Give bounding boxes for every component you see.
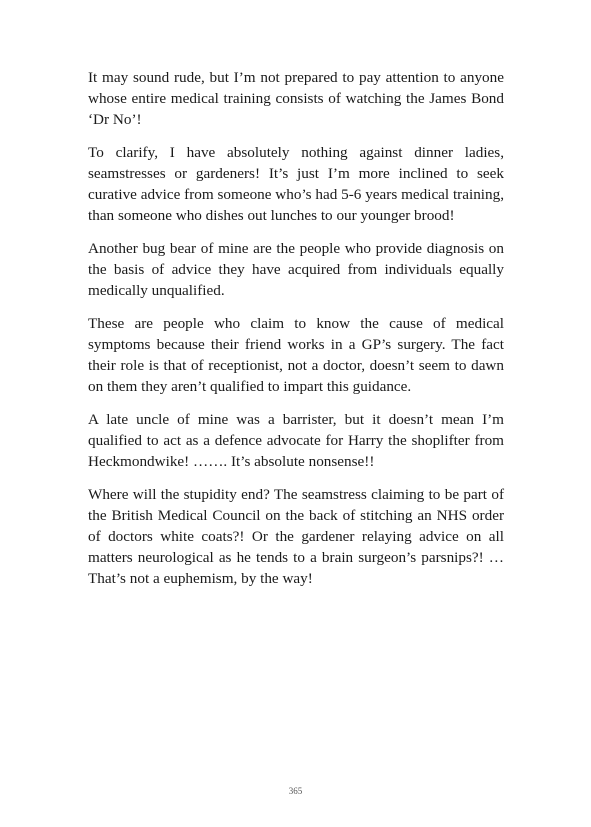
paragraph-3: Another bug bear of mine are the people who provide diagnosis on the basis of advice they have acquired from individuals equally medically unqualified. [88,240,504,299]
paragraph-4: These are people who claim to know the cause of medical symptoms because their friend works in a GP’s surgery. The fact their role is that of receptionist, not a doctor, doesn’t seem to dawn on them they aren’t qualified to impart this guidance. [88,315,504,395]
paragraph-1: It may sound rude, but I’m not prepared to pay attention to anyone whose entire medical training consists of watching the James Bond ‘Dr No’! [88,69,504,128]
paragraph-5: A late uncle of mine was a barrister, but it doesn’t mean I’m qualified to act as a defence advocate for Harry the shoplifter from Heckmondwike! ……. It’s absolute nonsense!! [88,411,504,470]
paragraph-2: To clarify, I have absolutely nothing against dinner ladies, seamstresses or gardeners! It’s just I’m more inclined to seek curative advice from someone who’s had 5-6 years medical training, than someone who dishes out lunches to our younger brood! [88,144,504,224]
page-number: 365 [288,786,303,796]
body-text [88,67,504,601]
paragraph-6: Where will the stupidity end? The seamstress claiming to be part of the British Medical Council on the back of stitching an NHS order of doctors white coats?! Or the gardener relaying advice on all matters neurological as he tends to a brain surgeon’s parsnips?! … That’s not a euphemism, by the way! [88,486,504,587]
